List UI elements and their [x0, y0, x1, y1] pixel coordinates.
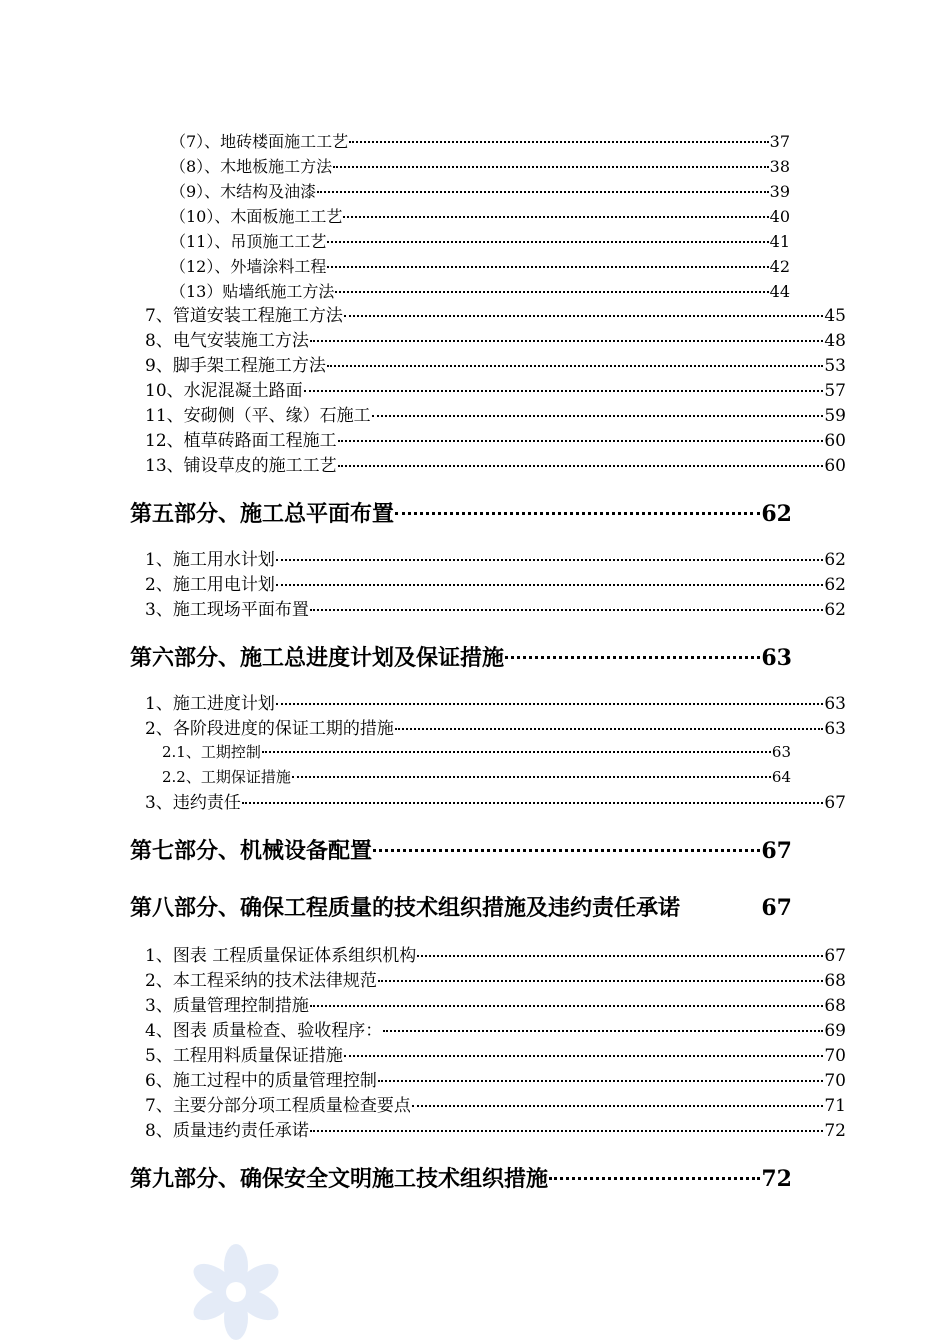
- toc-entry[interactable]: [145, 712, 846, 739]
- toc-entry[interactable]: [145, 786, 846, 813]
- toc-entry-page: 62: [824, 575, 846, 596]
- toc-entry[interactable]: [145, 939, 846, 966]
- toc-entry[interactable]: [170, 201, 790, 227]
- toc-entry-page: 70: [824, 1046, 846, 1067]
- toc-entry[interactable]: [145, 568, 846, 595]
- toc-entry-page: 64: [771, 768, 791, 786]
- toc-leader-dots: [373, 829, 760, 852]
- toc-entry-page: 57: [824, 381, 846, 402]
- toc-leader-dots: [378, 1064, 824, 1082]
- toc-leader-dots: [395, 492, 760, 515]
- toc-part-heading[interactable]: [130, 889, 792, 922]
- toc-entry-page: 69: [824, 1021, 846, 1042]
- toc-entry[interactable]: [162, 762, 791, 787]
- toc-entry-title: 1、施工进度计划: [145, 694, 275, 715]
- toc-leader-dots: [333, 151, 768, 168]
- toc-part-title: 第九部分、确保安全文明施工技术组织措施: [130, 1166, 549, 1193]
- toc-entry[interactable]: [145, 449, 846, 476]
- toc-entry-title: 6、施工过程中的质量管理控制: [145, 1071, 377, 1092]
- toc-entry-page: 41: [769, 232, 790, 252]
- toc-leader-dots: [310, 1114, 824, 1132]
- toc-entry[interactable]: [145, 349, 846, 376]
- toc-entry[interactable]: [145, 374, 846, 401]
- toc-part-heading[interactable]: [130, 829, 792, 865]
- toc-leader-dots: [338, 424, 824, 442]
- toc-entry-page: 45: [824, 306, 846, 327]
- toc-entry-page: 53: [824, 356, 846, 377]
- toc-entry[interactable]: [145, 593, 846, 620]
- toc-entry-page: 68: [824, 971, 846, 992]
- toc-entry-title: 12、植草砖路面工程施工: [145, 431, 337, 452]
- snowflake-watermark-icon: [186, 1240, 286, 1340]
- toc-leader-dots: [304, 374, 824, 392]
- toc-leader-dots: [681, 889, 760, 909]
- toc-leader-dots: [327, 226, 768, 243]
- toc-part-heading[interactable]: [130, 492, 792, 528]
- toc-part-title: 第六部分、施工总进度计划及保证措施: [130, 645, 505, 672]
- toc-entry[interactable]: [145, 1064, 846, 1091]
- toc-leader-dots: [310, 989, 824, 1007]
- toc-part-heading[interactable]: [130, 1157, 792, 1193]
- toc-entry[interactable]: [170, 151, 790, 177]
- toc-entry-page: 42: [769, 257, 790, 277]
- toc-leader-dots: [378, 964, 824, 982]
- toc-entry-page: 63: [824, 719, 846, 740]
- toc-entry-title: （12）、外墙涂料工程: [170, 257, 327, 277]
- toc-part-title: 第八部分、确保工程质量的技术组织措施及违约责任承诺: [130, 895, 681, 922]
- toc-entry-title: 2、本工程采纳的技术法律规范: [145, 971, 377, 992]
- toc-entry-title: （11）、吊顶施工工艺: [170, 232, 327, 252]
- toc-entry-page: 62: [824, 550, 846, 571]
- toc-entry-title: （8）、木地板施工方法: [170, 157, 333, 177]
- toc-entry-title: 11、安砌侧（平、缘）石施工: [145, 406, 371, 427]
- toc-leader-dots: [412, 1089, 824, 1107]
- toc-leader-dots: [344, 1039, 824, 1057]
- toc-part-heading[interactable]: [130, 636, 792, 672]
- toc-entry-title: 2.1、工期控制: [162, 743, 261, 761]
- toc-part-title: 第七部分、机械设备配置: [130, 838, 373, 865]
- toc-entry[interactable]: [145, 687, 846, 714]
- toc-entry[interactable]: [145, 1014, 846, 1041]
- toc-entry-page: 72: [824, 1121, 846, 1142]
- toc-entry-title: （9）、木结构及油漆: [170, 182, 317, 202]
- toc-leader-dots: [372, 399, 824, 417]
- toc-entry[interactable]: [170, 176, 790, 202]
- toc-entry-title: 8、质量违约责任承诺: [145, 1121, 309, 1142]
- toc-leader-dots: [317, 176, 768, 193]
- toc-entry-page: 48: [824, 331, 846, 352]
- toc-entry-title: 4、图表 质量检查、验收程序：: [145, 1021, 383, 1042]
- toc-entry-title: 13、铺设草皮的施工工艺: [145, 456, 337, 477]
- toc-entry-title: 10、水泥混凝土路面: [145, 381, 303, 402]
- toc-entry-page: 60: [824, 431, 846, 452]
- toc-entry-title: 2、各阶段进度的保证工期的措施: [145, 719, 394, 740]
- toc-entry-page: 39: [769, 182, 790, 202]
- toc-leader-dots: [327, 349, 824, 367]
- toc-entry-page: 40: [769, 207, 790, 227]
- toc-entry-title: 3、质量管理控制措施: [145, 996, 309, 1017]
- toc-entry-page: 68: [824, 996, 846, 1017]
- toc-entry[interactable]: [145, 964, 846, 991]
- toc-part-page: 72: [761, 1166, 792, 1193]
- toc-leader-dots: [242, 786, 824, 804]
- toc-leader-dots: [417, 939, 823, 957]
- toc-leader-dots: [383, 1014, 823, 1032]
- toc-entry[interactable]: [145, 543, 846, 570]
- toc-leader-dots: [335, 276, 768, 293]
- toc-part-page: 67: [761, 895, 792, 922]
- toc-entry-title: 9、脚手架工程施工方法: [145, 356, 326, 377]
- toc-leader-dots: [549, 1157, 760, 1180]
- toc-part-page: 67: [761, 838, 792, 865]
- toc-leader-dots: [310, 593, 824, 611]
- toc-leader-dots: [310, 324, 824, 342]
- toc-part-page: 63: [761, 645, 792, 672]
- toc-part-page: 62: [761, 501, 792, 528]
- toc-entry-page: 70: [824, 1071, 846, 1092]
- toc-entry-title: 7、管道安装工程施工方法: [145, 306, 343, 327]
- toc-entry[interactable]: [145, 1089, 846, 1116]
- toc-entry[interactable]: [145, 1039, 846, 1066]
- toc-entry-page: 71: [824, 1096, 846, 1117]
- toc-entry[interactable]: [145, 299, 846, 326]
- toc-entry[interactable]: [145, 1114, 846, 1141]
- toc-entry-page: 37: [769, 132, 790, 152]
- toc-entry[interactable]: [170, 251, 790, 277]
- toc-entry-title: 8、电气安装施工方法: [145, 331, 309, 352]
- toc-leader-dots: [262, 737, 771, 753]
- toc-entry[interactable]: [145, 989, 846, 1016]
- toc-leader-dots: [276, 687, 824, 705]
- toc-entry-title: 3、违约责任: [145, 793, 241, 814]
- toc-leader-dots: [344, 299, 824, 317]
- toc-entry[interactable]: [162, 737, 791, 762]
- toc-part-title: 第五部分、施工总平面布置: [130, 501, 395, 528]
- toc-leader-dots: [338, 449, 824, 467]
- toc-entry-title: （13）贴墙纸施工方法: [170, 282, 335, 302]
- toc-leader-dots: [327, 251, 768, 268]
- toc-entry-page: 67: [824, 946, 846, 967]
- toc-entry-title: 3、施工现场平面布置: [145, 600, 309, 621]
- toc-entry-title: 1、图表 工程质量保证体系组织机构: [145, 946, 417, 967]
- toc-entry-title: 2.2、工期保证措施: [162, 768, 291, 786]
- toc-leader-dots: [505, 636, 760, 659]
- toc-leader-dots: [349, 126, 768, 143]
- toc-entry-title: 7、主要分部分项工程质量检查要点: [145, 1096, 411, 1117]
- toc-entry[interactable]: [170, 226, 790, 252]
- toc-entry[interactable]: [145, 324, 846, 351]
- toc-entry-title: 5、工程用料质量保证措施: [145, 1046, 343, 1067]
- toc-entry-page: 63: [824, 694, 846, 715]
- toc-entry-title: 1、施工用水计划: [145, 550, 275, 571]
- toc-leader-dots: [395, 712, 824, 730]
- toc-leader-dots: [276, 543, 824, 561]
- toc-leader-dots: [276, 568, 824, 586]
- toc-entry-title: 2、施工用电计划: [145, 575, 275, 596]
- toc-entry[interactable]: [145, 399, 846, 426]
- toc-entry-page: 44: [769, 282, 790, 302]
- toc-entry-page: 62: [824, 600, 846, 621]
- toc-leader-dots: [292, 762, 771, 778]
- toc-entry[interactable]: [145, 424, 846, 451]
- toc-leader-dots: [343, 201, 768, 218]
- toc-entry-page: 63: [771, 743, 791, 761]
- toc-entry-page: 60: [824, 456, 846, 477]
- toc-entry-page: 59: [824, 406, 846, 427]
- toc-entry-page: 67: [824, 793, 846, 814]
- toc-entry-title: （7）、地砖楼面施工工艺: [170, 132, 349, 152]
- toc-entry-page: 38: [769, 157, 790, 177]
- toc-entry-title: （10）、木面板施工工艺: [170, 207, 343, 227]
- toc-entry[interactable]: [170, 126, 790, 152]
